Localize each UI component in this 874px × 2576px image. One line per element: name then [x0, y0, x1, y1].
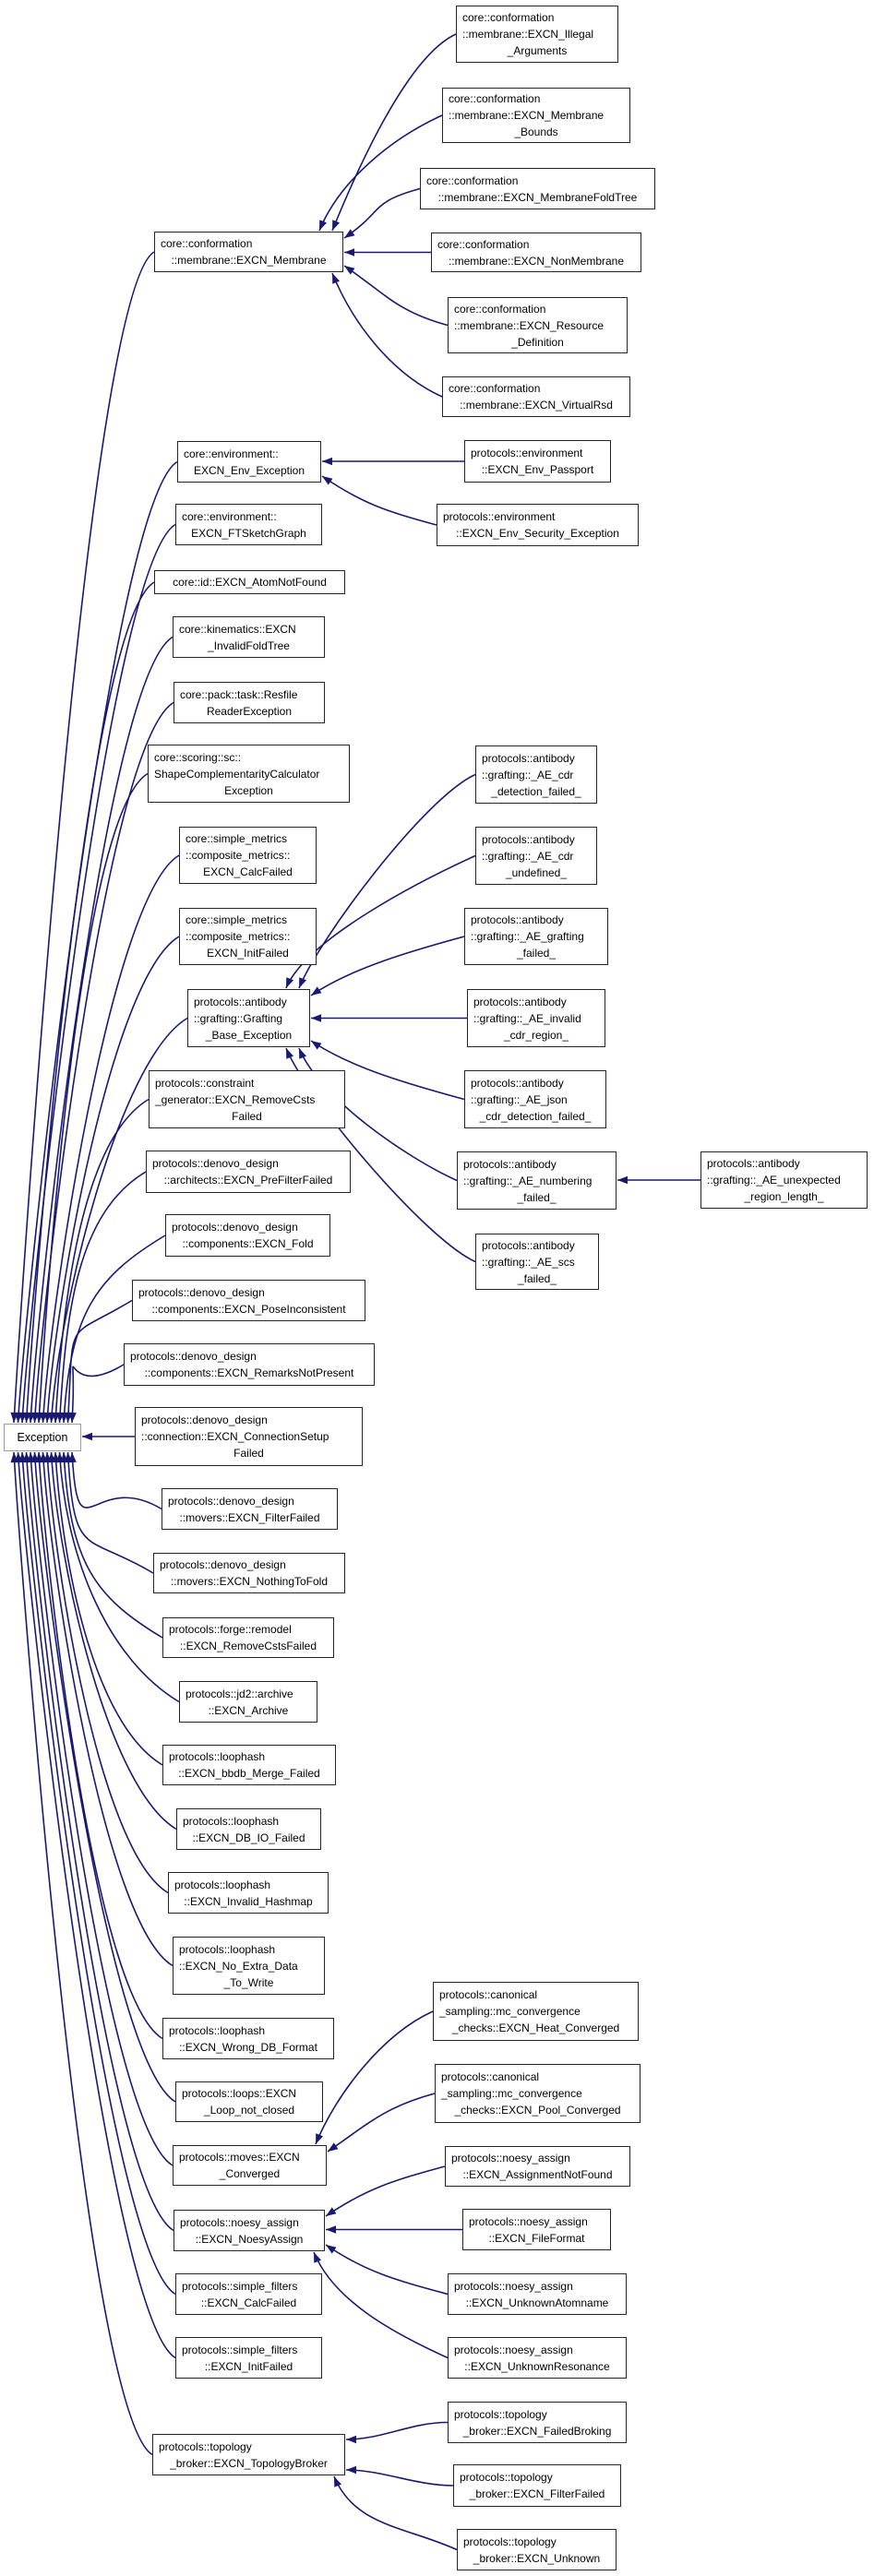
- class-label-line: _cdr_detection_failed_: [479, 1109, 592, 1123]
- class-label-line: _failed_: [517, 1271, 557, 1285]
- class-label-line: ::membrane::EXCN_NonMembrane: [448, 254, 625, 268]
- inheritance-edge: [43, 855, 180, 1423]
- class-label-line: protocols::noesy_assign: [451, 2152, 570, 2165]
- class-label-line: core::conformation: [454, 302, 546, 316]
- class-label-line: ::components::EXCN_PoseInconsistent: [151, 1302, 346, 1316]
- arrowhead: [286, 977, 293, 988]
- class-label-line: ::membrane::EXCN_VirtualRsd: [460, 399, 613, 411]
- class-label-line: ::composite_metrics::: [186, 849, 291, 862]
- class-label-line: core::simple_metrics: [186, 832, 288, 845]
- class-label-line: protocols::loophash: [169, 1750, 266, 1763]
- class-label-line: protocols::antibody: [707, 1157, 800, 1170]
- class-label-line: ::EXCN_UnknownAtomname: [465, 2296, 609, 2309]
- class-label-line: protocols::loophash: [169, 2023, 266, 2037]
- class-label-line: protocols::noesy_assign: [454, 2343, 573, 2356]
- class-label-line: ::EXCN_Env_Security_Exception: [456, 527, 619, 540]
- inheritance-edge: [346, 2423, 448, 2440]
- class-node-ae_cdr_undefined[interactable]: [475, 827, 597, 885]
- class-label-line: ::EXCN_No_Extra_Data: [179, 1959, 298, 1973]
- class-node-excn_connectionsetupfailed[interactable]: [135, 1407, 363, 1466]
- class-label-line: _Converged: [219, 2167, 281, 2180]
- class-node-excn_invalidfoldtree[interactable]: [173, 616, 325, 658]
- class-label-line: ::connection::EXCN_ConnectionSetup: [141, 1430, 329, 1443]
- class-node-excn_unknownatomname[interactable]: [448, 2273, 627, 2315]
- class-label-line: protocols::denovo_design: [160, 1558, 286, 1571]
- class-label-line: ::components::EXCN_Fold: [182, 1237, 314, 1250]
- class-node-excn_wrong_db_format[interactable]: [162, 2018, 334, 2059]
- class-label-line: ::EXCN_FileFormat: [488, 2231, 585, 2245]
- arrowhead: [344, 248, 354, 256]
- class-node-ae_scs_failed[interactable]: [475, 1234, 599, 1290]
- class-label-line: ::membrane::EXCN_Illegal: [462, 28, 594, 41]
- arrowhead: [344, 229, 354, 238]
- inheritance-edge: [314, 2252, 448, 2358]
- class-node-ae_grafting_failed[interactable]: [464, 908, 608, 965]
- class-label-line: ::membrane::EXCN_MembraneFoldTree: [437, 190, 638, 204]
- class-node-excn_fold[interactable]: [165, 1214, 330, 1257]
- arrowhead: [322, 458, 332, 465]
- class-node-excn_failedbroking[interactable]: [448, 2402, 627, 2443]
- class-label-line: ::grafting::_AE_json: [471, 1092, 568, 1106]
- arrowhead: [322, 476, 332, 485]
- class-label-line: Exception: [17, 1431, 68, 1444]
- class-label-line: EXCN_FTSketchGraph: [191, 526, 306, 540]
- class-label-line: protocols::canonical: [439, 1988, 538, 2001]
- class-label-line: core::conformation: [161, 237, 253, 250]
- class-label-line: ::EXCN_UnknownResonance: [464, 2359, 610, 2373]
- class-label-line: core::conformation: [426, 173, 519, 187]
- class-node-excn_illegal_arguments[interactable]: [456, 6, 618, 63]
- class-label-line: protocols::topology: [159, 2439, 252, 2453]
- class-node-tb_excn_filterfailed[interactable]: [453, 2464, 621, 2507]
- arrowhead: [316, 2133, 323, 2144]
- class-node-excn_ftsketchgraph[interactable]: [175, 504, 322, 545]
- class-label-line: _undefined_: [505, 865, 568, 879]
- class-label-line: protocols::environment: [471, 447, 583, 459]
- class-label-line: _Base_Exception: [205, 1028, 293, 1042]
- class-label-line: protocols::antibody: [482, 751, 575, 765]
- inheritance-edge: [68, 1301, 133, 1424]
- arrowhead: [311, 986, 321, 996]
- class-node-excn_env_security_exception[interactable]: [437, 504, 639, 546]
- class-label-line: _broker::EXCN_FailedBroking: [462, 2424, 612, 2438]
- class-node-ae_json_cdr_detection_failed[interactable]: [464, 1070, 606, 1128]
- class-label-line: protocols::loops::EXCN: [182, 2087, 297, 2100]
- class-label-line: ::EXCN_RemoveCstsFailed: [179, 1640, 317, 1652]
- class-label-line: protocols::topology: [460, 2471, 553, 2484]
- class-label-line: ::EXCN_Wrong_DB_Format: [179, 2040, 317, 2054]
- arrowhead: [332, 220, 340, 231]
- arrowhead: [346, 2436, 356, 2443]
- arrowhead: [319, 220, 327, 231]
- arrowhead: [332, 273, 340, 284]
- class-label-line: protocols::antibody: [463, 1157, 557, 1171]
- arrowhead: [346, 2466, 356, 2474]
- class-label-line: ::grafting::Grafting: [194, 1011, 283, 1025]
- class-label-line: core::simple_metrics: [186, 913, 288, 926]
- class-label-line: protocols::loophash: [174, 1878, 271, 1891]
- class-node-resfile_reader_exception[interactable]: [174, 682, 325, 723]
- class-label-line: ::movers::EXCN_FilterFailed: [179, 1510, 320, 1524]
- class-label-line: _broker::EXCN_Unknown: [473, 2551, 601, 2565]
- class-label-line: EXCN_InitFailed: [207, 947, 289, 960]
- arrowhead: [311, 1041, 321, 1050]
- inheritance-edge: [39, 1452, 162, 2039]
- inheritance-edge: [346, 2470, 453, 2486]
- class-node-excn_atomnotfound[interactable]: [154, 570, 345, 594]
- class-node-excn_topologybroker[interactable]: [152, 2434, 345, 2475]
- arrowhead: [299, 1048, 306, 1059]
- class-node-excn_converged[interactable]: [173, 2145, 327, 2186]
- arrowhead: [314, 2252, 321, 2263]
- inheritance-edge: [27, 1452, 174, 2231]
- class-label-line: protocols::denovo_design: [172, 1221, 298, 1234]
- class-label-line: core::pack::task::Resfile: [180, 687, 298, 701]
- class-label-line: _region_length_: [744, 1190, 824, 1203]
- class-node-ae_cdr_detection_failed[interactable]: [475, 745, 597, 804]
- class-label-line: _failed_: [516, 947, 557, 960]
- class-label-line: _detection_failed_: [491, 784, 581, 798]
- class-label-line: protocols::constraint: [155, 1076, 255, 1090]
- class-label-line: ::membrane::EXCN_Resource: [454, 318, 605, 332]
- inheritance-edge: [68, 1452, 154, 1573]
- class-node-excn_nonmembrane[interactable]: [431, 233, 641, 272]
- class-label-line: _checks::EXCN_Heat_Converged: [451, 2021, 620, 2034]
- class-label-line: ::EXCN_InitFailed: [204, 2359, 293, 2373]
- class-label-line: _Bounds: [514, 125, 558, 138]
- class-label-line: protocols::antibody: [482, 832, 575, 846]
- arrowhead: [286, 1048, 293, 1059]
- class-label-line: protocols::antibody: [471, 1076, 564, 1090]
- class-label-line: _Arguments: [507, 44, 568, 57]
- class-label-line: protocols::noesy_assign: [469, 2214, 588, 2228]
- class-label-line: EXCN_Env_Exception: [193, 463, 305, 477]
- class-label-line: ReaderException: [206, 704, 293, 718]
- class-label-line: ::grafting::_AE_scs: [482, 1255, 575, 1269]
- class-label-line: ::grafting::_AE_cdr: [482, 768, 574, 781]
- class-node-sf_excn_calcfailed[interactable]: [175, 2273, 322, 2315]
- inheritance-edge: [18, 1452, 176, 2358]
- class-node-excn_heat_converged[interactable]: [433, 1982, 639, 2041]
- class-node-excn_noesyassign[interactable]: [174, 2210, 325, 2251]
- class-label-line: ::membrane::EXCN_Membrane: [171, 254, 327, 267]
- class-label-line: ::EXCN_NoesyAssign: [195, 2232, 304, 2246]
- class-label-line: protocols::jd2::archive: [186, 1687, 293, 1700]
- class-label-line: protocols::antibody: [482, 1238, 575, 1252]
- class-label-line: ::composite_metrics::: [186, 930, 291, 943]
- class-label-line: _To_Write: [223, 1975, 274, 1989]
- class-node-ae_numbering_failed[interactable]: [457, 1151, 617, 1210]
- arrowhead: [326, 2225, 336, 2233]
- class-label-line: ::EXCN_bbdb_Merge_Failed: [178, 1767, 320, 1780]
- class-label-line: protocols::simple_filters: [182, 2279, 298, 2293]
- class-label-line: protocols::denovo_design: [168, 1494, 294, 1508]
- class-label-line: _sampling::mc_convergence: [441, 2087, 582, 2100]
- arrowhead: [299, 977, 306, 988]
- inheritance-edge: [334, 2476, 457, 2550]
- class-label-line: protocols::loophash: [183, 1814, 280, 1828]
- class-node-excn_assignmentnotfound[interactable]: [445, 2146, 630, 2187]
- class-label-line: protocols::antibody: [473, 995, 567, 1008]
- class-label-line: protocols::noesy_assign: [180, 2215, 299, 2229]
- class-label-line: protocols::simple_filters: [182, 2343, 298, 2356]
- class-node-excn_virtualrsd[interactable]: [442, 376, 630, 417]
- class-label-line: _broker::EXCN_TopologyBroker: [170, 2456, 328, 2470]
- class-label-line: Failed: [233, 1447, 264, 1460]
- class-node-excn_archive[interactable]: [179, 1681, 317, 1723]
- inheritance-edge: [328, 2093, 435, 2152]
- class-label-line: core::conformation: [449, 382, 541, 395]
- class-node-excn_no_extra_data_to_write[interactable]: [173, 1937, 325, 1995]
- class-label-line: Failed: [232, 1109, 262, 1123]
- class-label-line: protocols::denovo_design: [141, 1413, 268, 1426]
- class-label-line: core::environment::: [184, 447, 279, 460]
- class-label-line: protocols::topology: [463, 2534, 557, 2548]
- arrowhead: [334, 2476, 341, 2487]
- class-label-line: _cdr_region_: [503, 1028, 569, 1042]
- inheritance-edge: [344, 266, 448, 326]
- class-label-line: ::grafting::_AE_numbering: [463, 1174, 593, 1187]
- class-node-excn_nothingtofold[interactable]: [153, 1553, 345, 1593]
- class-node-excn_invalid_hashmap[interactable]: [168, 1872, 329, 1914]
- class-node-dd_excn_filterfailed[interactable]: [162, 1488, 338, 1530]
- class-label-line: protocols::noesy_assign: [454, 2279, 573, 2293]
- inheritance-edge: [43, 1452, 174, 1966]
- class-label-line: ::grafting::_AE_cdr: [482, 849, 574, 863]
- class-label-line: ::EXCN_AssignmentNotFound: [462, 2168, 613, 2181]
- class-node-excn_resource_definition[interactable]: [448, 297, 628, 353]
- class-label-line: core::conformation: [462, 11, 555, 24]
- class-node-excn_pool_converged[interactable]: [435, 2064, 641, 2123]
- class-label-line: ::EXCN_Invalid_Hashmap: [184, 1894, 313, 1908]
- class-node-sf_excn_initfailed[interactable]: [175, 2337, 322, 2379]
- class-node-grafting_base_exception[interactable]: [187, 989, 310, 1047]
- class-node-excn_db_io_failed[interactable]: [176, 1808, 321, 1850]
- class-node-excn_prefilterfailed[interactable]: [146, 1151, 351, 1193]
- class-label-line: protocols::moves::EXCN: [179, 2151, 300, 2164]
- class-label-line: protocols::canonical: [441, 2070, 540, 2083]
- class-node-excn_remarksnotpresent[interactable]: [124, 1343, 375, 1386]
- class-node-excn_poseinconsistent[interactable]: [132, 1280, 365, 1321]
- inheritance-edge: [344, 189, 420, 239]
- arrowhead: [82, 1433, 92, 1440]
- class-label-line: _checks::EXCN_Pool_Converged: [454, 2104, 621, 2117]
- class-label-line: core::conformation: [449, 92, 541, 105]
- class-node-excn_unknownresonance[interactable]: [448, 2337, 627, 2379]
- class-node-ae_unexpected_region_length[interactable]: [700, 1151, 868, 1209]
- class-node-excn_membranefoldtree[interactable]: [420, 168, 655, 209]
- class-label-line: protocols::antibody: [194, 995, 287, 1008]
- class-label-line: protocols::denovo_design: [138, 1285, 265, 1299]
- class-label-line: _Loop_not_closed: [203, 2104, 295, 2117]
- inheritance-edge: [311, 936, 464, 996]
- class-label-line: ::movers::EXCN_NothingToFold: [170, 1575, 329, 1588]
- class-node-excn_fileformat[interactable]: [462, 2209, 611, 2250]
- class-node-ae_invalid_cdr_region[interactable]: [467, 989, 605, 1047]
- class-label-line: protocols::environment: [443, 510, 556, 523]
- class-label-line: ::grafting::_AE_grafting: [471, 930, 584, 943]
- class-label-line: protocols::denovo_design: [152, 1157, 279, 1170]
- class-label-line: Exception: [224, 783, 273, 797]
- arrowhead: [326, 2245, 336, 2254]
- class-label-line: ShapeComplementarityCalculator: [154, 767, 320, 781]
- inheritance-edge: [64, 1235, 165, 1423]
- class-label-line: ::EXCN_DB_IO_Failed: [192, 1831, 305, 1844]
- class-node-excn_loop_not_closed[interactable]: [175, 2081, 323, 2122]
- class-node-cg_excn_removecstsfailed[interactable]: [149, 1070, 345, 1128]
- class-label-line: _InvalidFoldTree: [208, 638, 290, 652]
- class-label-line: ::architects::EXCN_PreFilterFailed: [163, 1174, 333, 1187]
- class-label-line: core::environment::: [182, 509, 277, 523]
- class-node-excn_env_passport[interactable]: [464, 440, 611, 483]
- inheritance-edge: [299, 775, 475, 989]
- inheritance-edge: [72, 1365, 124, 1423]
- class-label-line: _sampling::mc_convergence: [439, 2005, 581, 2018]
- inheritance-edge: [322, 476, 437, 525]
- class-label-line: EXCN_CalcFailed: [203, 865, 293, 878]
- class-label-line: ::EXCN_CalcFailed: [200, 2296, 297, 2309]
- inheritance-edge: [326, 2245, 448, 2295]
- class-label-line: core::scoring::sc::: [154, 750, 242, 764]
- class-label-line: ::membrane::EXCN_Membrane: [449, 109, 605, 122]
- class-label-line: core::id::EXCN_AtomNotFound: [173, 576, 327, 589]
- class-node-sm_excn_calcfailed[interactable]: [179, 827, 317, 884]
- inheritance-edge: [332, 273, 442, 397]
- class-label-line: protocols::topology: [454, 2407, 547, 2421]
- class-node-forge_excn_removecstsfailed[interactable]: [162, 1617, 334, 1658]
- class-node-shape_complementarity_exception[interactable]: [148, 745, 350, 803]
- class-label-line: protocols::forge::remodel: [169, 1623, 292, 1636]
- class-label-line: ::EXCN_Env_Passport: [481, 463, 594, 476]
- class-label-line: ::EXCN_Archive: [208, 1703, 289, 1717]
- class-label-line: ::components::EXCN_RemarksNotPresent: [144, 1366, 354, 1379]
- class-label-line: _generator::EXCN_RemoveCsts: [155, 1092, 316, 1106]
- class-node-excn_bbdb_merge_failed[interactable]: [162, 1745, 336, 1785]
- class-node-excn_membrane[interactable]: [154, 232, 343, 272]
- class-label-line: protocols::antibody: [471, 913, 564, 926]
- arrowhead: [617, 1176, 628, 1184]
- arrowhead: [344, 266, 354, 275]
- class-label-line: protocols::loophash: [179, 1942, 276, 1956]
- class-node-sm_excn_initfailed[interactable]: [179, 908, 317, 965]
- class-label-line: _failed_: [517, 1190, 557, 1204]
- inheritance-edge: [18, 462, 178, 1424]
- class-label-line: protocols::denovo_design: [130, 1350, 257, 1363]
- class-label-line: _broker::EXCN_FilterFailed: [469, 2487, 605, 2500]
- class-label-line: core::kinematics::EXCN: [179, 622, 296, 636]
- class-node-excn_unknown[interactable]: [457, 2529, 617, 2570]
- class-node-exception: [4, 1424, 81, 1451]
- arrowhead: [311, 1014, 321, 1021]
- class-label-line: core::conformation: [437, 237, 530, 251]
- class-label-line: ::grafting::_AE_invalid: [473, 1011, 581, 1025]
- class-node-excn_env_exception[interactable]: [177, 441, 321, 483]
- arrowhead: [326, 2207, 336, 2216]
- class-label-line: ::grafting::_AE_unexpected: [707, 1174, 841, 1187]
- class-node-excn_membrane_bounds[interactable]: [442, 88, 630, 143]
- arrowhead: [328, 2142, 338, 2152]
- class-label-line: _Definition: [511, 335, 564, 349]
- inheritance-edge: [326, 2166, 445, 2216]
